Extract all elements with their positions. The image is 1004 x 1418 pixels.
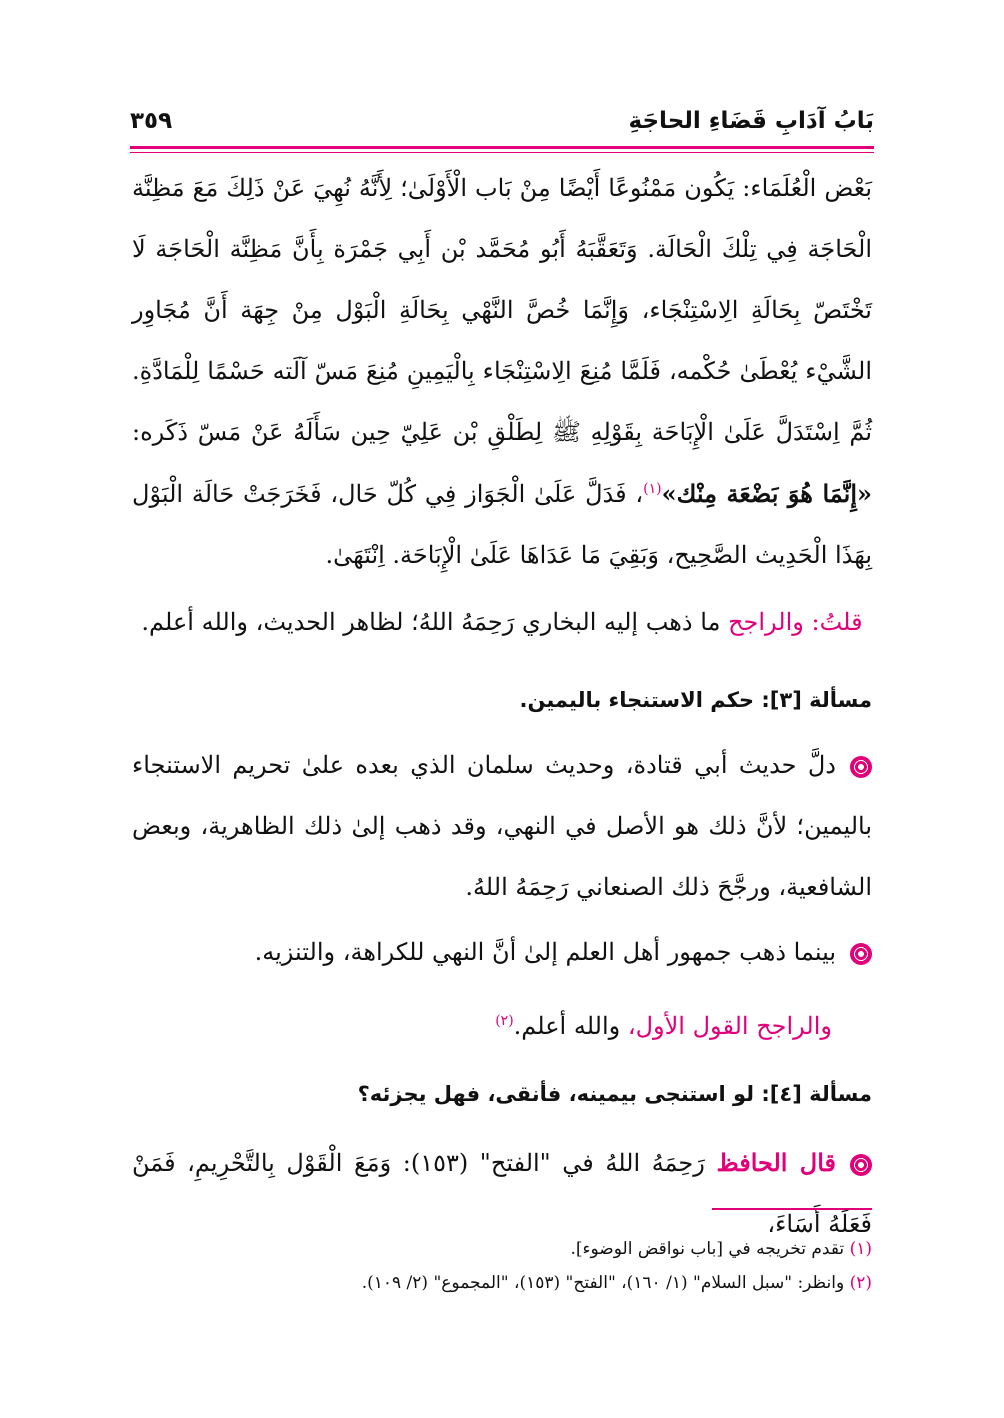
- header-rule-thick: [130, 146, 874, 149]
- footnote-ref-2[interactable]: (٢): [495, 1013, 514, 1029]
- paragraph-text: بَعْض الْعُلَمَاء: يَكُون مَمْنُوعًا أَيْضًا مِنْ بَاب الْأَوْلَىٰ؛ لِأَنَّهُ نُهِيَ عَنْ ذَلِكَ مَعَ مَظِنَّة الْحَاجَة فِي تِلْكَ الْحَالَة. وَتَعَقَّبَهُ أَبُو مُحَمَّد بْن أَبِي جَمْرَة بِأَنَّ مَظِنَّة الْحَاجَة لَا تَخْتَصّ بِحَالَةِ الِاسْتِنْجَاء، وَإِنَّمَا خُصَّ النَّهْي بِحَالَةِ الْبَوْل مِنْ جِهَة أَنَّ مُجَاوِر الشَّيْء يُعْطَىٰ حُكْمه، فَلَمَّا مُنِعَ الِاسْتِنْجَاء بِالْيَمِينِ مُنِعَ مَسّ آلَته حَسْمًا لِلْمَادَّةِ. ثُمَّ اِسْتَدَلَّ عَلَىٰ الْإِبَاحَة بِقَوْلِهِ ﷺ لِطَلْقِ بْن عَلِيّ حِين سَأَلَهُ عَنْ مَسّ ذَكَره:: [132, 174, 872, 446]
- header-rule-thin: [130, 152, 874, 153]
- footnote-number: (١): [849, 1239, 872, 1259]
- issue-title: لو استنجى بيمينه، فأنقى، فهل يجزئه؟: [357, 1082, 755, 1106]
- footnote-text: وانظر: "سبل السلام" (١/ ١٦٠)، "الفتح" (١٥٣)، "المجموع" (٢/ ١٠٩).: [361, 1273, 845, 1293]
- conclusion-label: والراجح القول الأول،: [627, 1012, 832, 1040]
- conclusion-line: [132, 996, 872, 1057]
- issue-label: مسألة [٤]:: [761, 1082, 872, 1106]
- footnote-text: تقدم تخريجه في [باب نواقض الوضوء].: [570, 1239, 845, 1259]
- note-label: قلتُ: والراجح: [728, 608, 863, 636]
- note-text: ما ذهب إليه البخاري رَحِمَهُ اللهُ؛ لظاهر الحديث، والله أعلم.: [141, 608, 721, 636]
- note-line: [132, 608, 872, 636]
- footnote-1: [132, 1232, 872, 1266]
- paragraph-commentary: [132, 158, 872, 586]
- bullet-item-2: [132, 922, 872, 983]
- chapter-title: بَابُ آدَابِ قَضَاءِ الحاجَةِ: [628, 108, 874, 134]
- page-header: [130, 98, 874, 146]
- page-number: ٣٥٩: [130, 108, 173, 134]
- hadith-quote: «إِنَّمَا هُوَ بَضْعَة مِنْك»: [661, 479, 872, 508]
- flower-bullet-icon: [850, 1154, 872, 1176]
- footnote-separator: [712, 1208, 872, 1210]
- flower-bullet-icon: [850, 756, 872, 778]
- footnotes: [132, 1232, 872, 1300]
- paragraph-text-after: ، فَدَلَّ عَلَىٰ الْجَوَاز فِي كُلّ حَال، فَخَرَجَتْ حَالَة الْبَوْل بِهَذَا الْحَدِيث الصَّحِيح، وَبَقِيَ مَا عَدَاهَا عَلَىٰ الْإِبَاحَة. اِنْتَهَىٰ.: [132, 480, 872, 569]
- bullet-text: بينما ذهب جمهور أهل العلم إلىٰ أنَّ النهي للكراهة، والتنزيه.: [254, 938, 836, 966]
- bullet-text: دلَّ حديث أبي قتادة، وحديث سلمان الذي بعده علىٰ تحريم الاستنجاء باليمين؛ لأنَّ ذلك هو الأصل في النهي، وقد ذهب إلىٰ ذلك الظاهرية، وبعض الشافعية، ورجَّحَ ذلك الصنعاني رَحِمَهُ اللهُ.: [132, 751, 872, 901]
- bullet-text: رَحِمَهُ اللهُ في "الفتح" (١٥٣): وَمَعَ الْقَوْل بِالتَّحْرِيمِ، فَمَنْ فَعَلَهُ أَسَاءَ،: [132, 1149, 872, 1238]
- flower-bullet-icon: [850, 943, 872, 965]
- bullet-label: قال الحافظ: [716, 1148, 836, 1177]
- bullet-item-1: [132, 735, 872, 918]
- conclusion-text: والله أعلم.: [513, 1012, 621, 1040]
- issue-heading-3: [132, 688, 872, 712]
- issue-label: مسألة [٣]:: [761, 688, 872, 712]
- footnote-number: (٢): [849, 1273, 872, 1293]
- footnote-2: [132, 1266, 872, 1300]
- footnote-ref-1[interactable]: (١): [643, 481, 662, 497]
- issue-heading-4: [132, 1082, 872, 1106]
- issue-title: حكم الاستنجاء باليمين.: [519, 688, 755, 712]
